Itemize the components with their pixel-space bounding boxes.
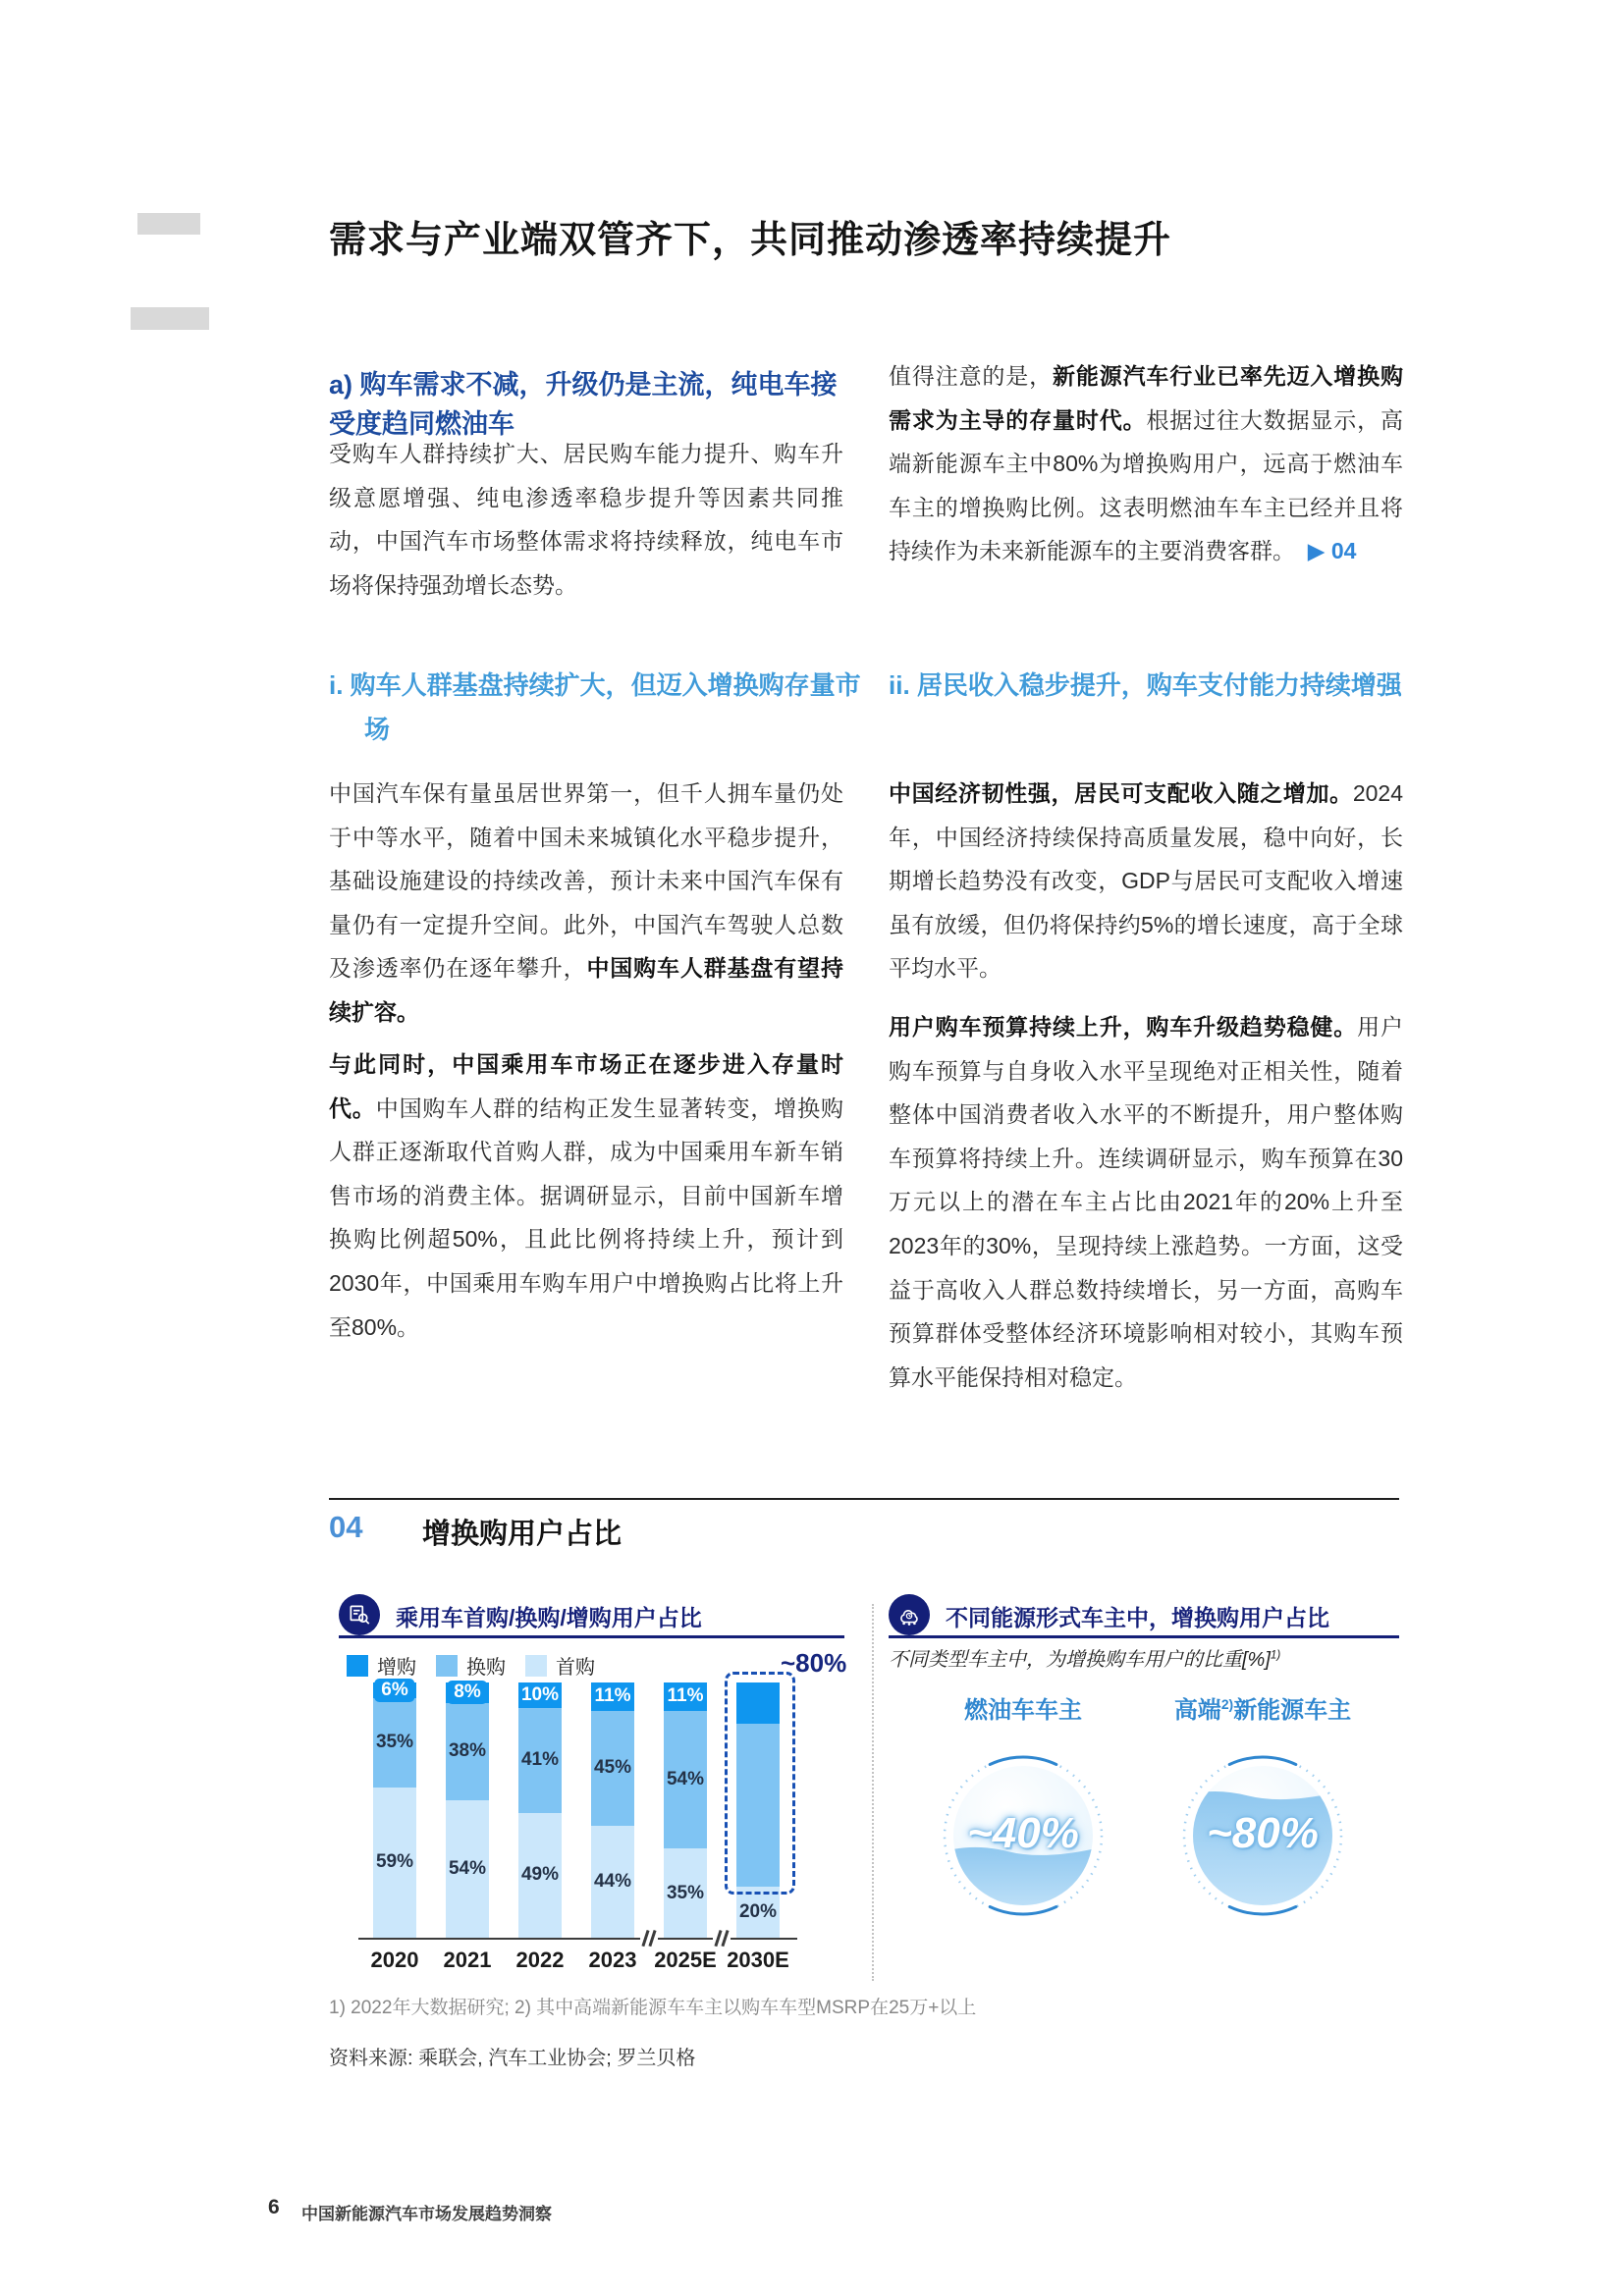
bar-2021: [446, 1682, 489, 1938]
bar-2022: [518, 1682, 562, 1938]
bar-segment-增购: [518, 1682, 562, 1708]
gauge-chart-title: 不同能源形式车主中，增换购用户占比: [946, 1605, 1329, 1630]
footnote-marker-2: 2): [1220, 1696, 1234, 1712]
annotation-dashed-box: [725, 1648, 847, 1895]
paragraph-r1-bold: 新能源汽车行业已率先迈入增换购需求为主导的存量时代。: [889, 363, 1404, 433]
bar-segment-首购: [446, 1800, 489, 1938]
deco-bar-top: [137, 213, 200, 235]
segment-value-label: 54%: [666, 1768, 705, 1789]
bar-segment-换购: [664, 1711, 707, 1848]
paragraph-r2: [889, 772, 1403, 990]
annotation-label: ~80%: [781, 1648, 847, 1678]
footnote-marker-1: 1): [1270, 1648, 1281, 1662]
gauge-chart-subtitle: 不同类型车主中，为增换购车用户的比重[%]$^{1)}$: [889, 1648, 1281, 1671]
segment-value-label: 59%: [375, 1851, 414, 1873]
segment-value-label: 8%: [447, 1681, 487, 1704]
paragraph-i2-bold: 与此同时，中国乘用车市场正在逐步进入存量时代。: [329, 1051, 843, 1121]
paragraph-i1-regular: 中国汽车保有量虽居世界第一，但千人拥车量仍处于中等水平，随着中国未来城镇化水平稳步提升，基础设施建设的持续改善，预计未来中国汽车保有量仍有一定提升空间。此外，中国汽车驾驶人总数及渗透率仍在逐年攀升，: [329, 780, 843, 982]
axis-break: [640, 1930, 658, 1947]
exhibit-source: 资料来源: 乘联会, 汽车工业协会; 罗兰贝格: [329, 2048, 696, 2069]
bar-chart-legend: [347, 1651, 595, 1680]
bar-2025E: [664, 1682, 707, 1938]
footer-doc-title: 中国新能源汽车市场发展趋势洞察: [301, 2205, 552, 2223]
bar-segment-换购: [373, 1698, 416, 1788]
x-tick-2021: 2021: [443, 1948, 492, 1972]
legend-item-首购: [525, 1651, 595, 1680]
gauge-nev-owners: [1179, 1752, 1346, 1919]
paragraph-r1-prefix: 值得注意的是，: [889, 363, 1053, 389]
x-axis-labels: [358, 1948, 820, 1973]
bar-segment-增购: [446, 1682, 489, 1703]
segment-value-label: 49%: [520, 1864, 560, 1886]
exhibit-footnote: 1) 2022年大数据研究; 2) 其中高端新能源车车主以购车车型MSRP在25万+以上: [329, 1998, 977, 2018]
bar-chart-title-underline: [339, 1635, 844, 1638]
legend-label: 增购: [377, 1657, 416, 1679]
gauge-chart-title-underline: [889, 1635, 1399, 1638]
segment-value-label: 38%: [448, 1740, 487, 1762]
paragraph-r1-rest: 根据过往大数据显示，高端新能源车主中80%为增换购用户，远高于燃油车车主的增换购比例。这表明燃油车车主已经并且将持续作为未来新能源车的主要消费客群。: [889, 406, 1404, 564]
page-title: 需求与产业端双管齐下，共同推动渗透率持续提升: [329, 220, 1172, 262]
axis-break: [713, 1930, 731, 1947]
exhibit-04-reference-link[interactable]: ▶ 04: [1307, 538, 1357, 564]
exhibit-divider: [329, 1498, 1399, 1500]
chart-magnifier-icon: [339, 1594, 380, 1635]
bar-segment-增购: [591, 1682, 634, 1711]
x-tick-2022: 2022: [515, 1948, 565, 1972]
segment-value-label: 6%: [374, 1679, 414, 1702]
paragraph-r3: [889, 1005, 1403, 1399]
deco-bar-bottom: [131, 307, 209, 330]
bar-2030E: [736, 1648, 847, 1938]
segment-value-label: 45%: [593, 1757, 632, 1779]
paragraph-i1-bold: 中国购车人群基盘有望持续扩容。: [329, 955, 844, 1025]
gauge-label-fuel: 燃油车车主: [964, 1697, 1082, 1724]
paragraph-i1: [329, 772, 843, 1035]
bar-2020: [373, 1679, 416, 1938]
paragraph-r3-bold: 用户购车预算持续上升，购车升级趋势稳健。: [889, 1014, 1358, 1040]
legend-label: 换购: [466, 1657, 506, 1679]
bar-chart-panel: [339, 1598, 847, 1991]
bar-2023: [591, 1682, 634, 1938]
section-i-heading: i. 购车人群基盘持续扩大，但迈入增换购存量市场: [329, 670, 861, 744]
exhibit-title: 增换购用户占比: [422, 1519, 623, 1550]
gauge-fuel-owners: [940, 1752, 1107, 1919]
paragraph-r2-regular: 2024年，中国经济持续保持高质量发展，稳中向好，长期增长趋势没有改变，GDP与居民可支配收入增速虽有放缓，但仍将保持约5%的增长速度，高于全球平均水平。: [889, 780, 1403, 982]
section-a-heading: a) 购车需求不减，升级仍是主流，纯电车接受度趋同燃油车: [329, 370, 838, 439]
x-tick-2025E: 2025E: [654, 1948, 717, 1972]
segment-value-label: 41%: [520, 1749, 560, 1771]
gauge-label-nev: 高端$^{2)}$新能源车主: [1173, 1696, 1352, 1724]
x-tick-2030E: 2030E: [727, 1948, 789, 1972]
segment-value-label: 11%: [667, 1685, 704, 1707]
legend-swatch: [347, 1655, 368, 1677]
bar-segment-增购: [664, 1682, 707, 1711]
bar-segment-换购: [518, 1708, 562, 1813]
gauge-chart-panel: [889, 1598, 1399, 1991]
bar-segment-增购: [373, 1679, 416, 1700]
legend-swatch: [436, 1655, 458, 1677]
paragraph-r2-bold: 中国经济韧性强，居民可支配收入随之增加。: [889, 780, 1353, 806]
bar-chart-title: 乘用车首购/换购/增购用户占比: [396, 1605, 702, 1630]
segment-value-label: 44%: [593, 1870, 632, 1892]
segment-value-label: 35%: [375, 1732, 414, 1753]
legend-swatch: [525, 1655, 547, 1677]
gauge-value: ~40%: [967, 1809, 1079, 1857]
segment-value-label: 35%: [666, 1882, 705, 1903]
x-tick-2023: 2023: [588, 1948, 637, 1972]
bar-segment-首购: [664, 1848, 707, 1938]
bar-segment-首购: [591, 1826, 634, 1938]
panel-separator: [872, 1604, 874, 1981]
exhibit-number: 04: [329, 1510, 363, 1544]
section-ii-heading: ii. 居民收入稳步提升，购车支付能力持续增强: [889, 670, 1402, 700]
paragraph-a1: 受购车人群持续扩大、居民购车能力提升、购车升级意愿增强、纯电渗透率稳步提升等因素共同推动，中国汽车市场整体需求将持续释放，纯电车市场将保持强劲增长态势。: [329, 441, 843, 598]
cloud-network-icon: [889, 1594, 930, 1635]
footer-page-number: 6: [268, 2196, 280, 2218]
bar-segment-换购: [446, 1703, 489, 1800]
x-tick-2020: 2020: [370, 1948, 419, 1972]
paragraph-r1: [889, 354, 1403, 573]
segment-value-label: 11%: [594, 1685, 631, 1707]
legend-item-换购: [436, 1651, 506, 1680]
paragraph-r3-regular: 用户购车预算与自身收入水平呈现绝对正相关性，随着整体中国消费者收入水平的不断提升，用户整体购车预算将持续上升。连续调研显示，购车预算在30万元以上的潜在车主占比由2021年的20%上升至2023年的30%，呈现持续上涨趋势。一方面，这受益于高收入人群总数持续增长，另一方面，高购车预算群体受整体经济环境影响相对较小，其购车预算水平能保持相对稳定。: [889, 1014, 1404, 1390]
bar-segment-换购: [591, 1711, 634, 1826]
legend-item-增购: [347, 1651, 416, 1680]
legend-label: 首购: [556, 1657, 595, 1679]
paragraph-i2-regular: 中国购车人群的结构正发生显著转变，增换购人群正逐渐取代首购人群，成为中国乘用车新车销售市场的消费主体。据调研显示，目前中国新车增换购比例超50%，且此比例将持续上升，预计到2030年，中国乘用车购车用户中增换购占比将上升至80%。: [329, 1095, 844, 1340]
bar-segment-首购: [373, 1788, 416, 1938]
gauge-value: ~80%: [1207, 1809, 1319, 1857]
bar-segment-首购: [518, 1813, 562, 1938]
segment-value-label: 54%: [448, 1857, 487, 1879]
segment-value-label: 10%: [520, 1684, 560, 1706]
x-axis-line: [358, 1938, 797, 1940]
segment-value-label: 20%: [738, 1901, 778, 1922]
paragraph-i2: [329, 1042, 843, 1349]
